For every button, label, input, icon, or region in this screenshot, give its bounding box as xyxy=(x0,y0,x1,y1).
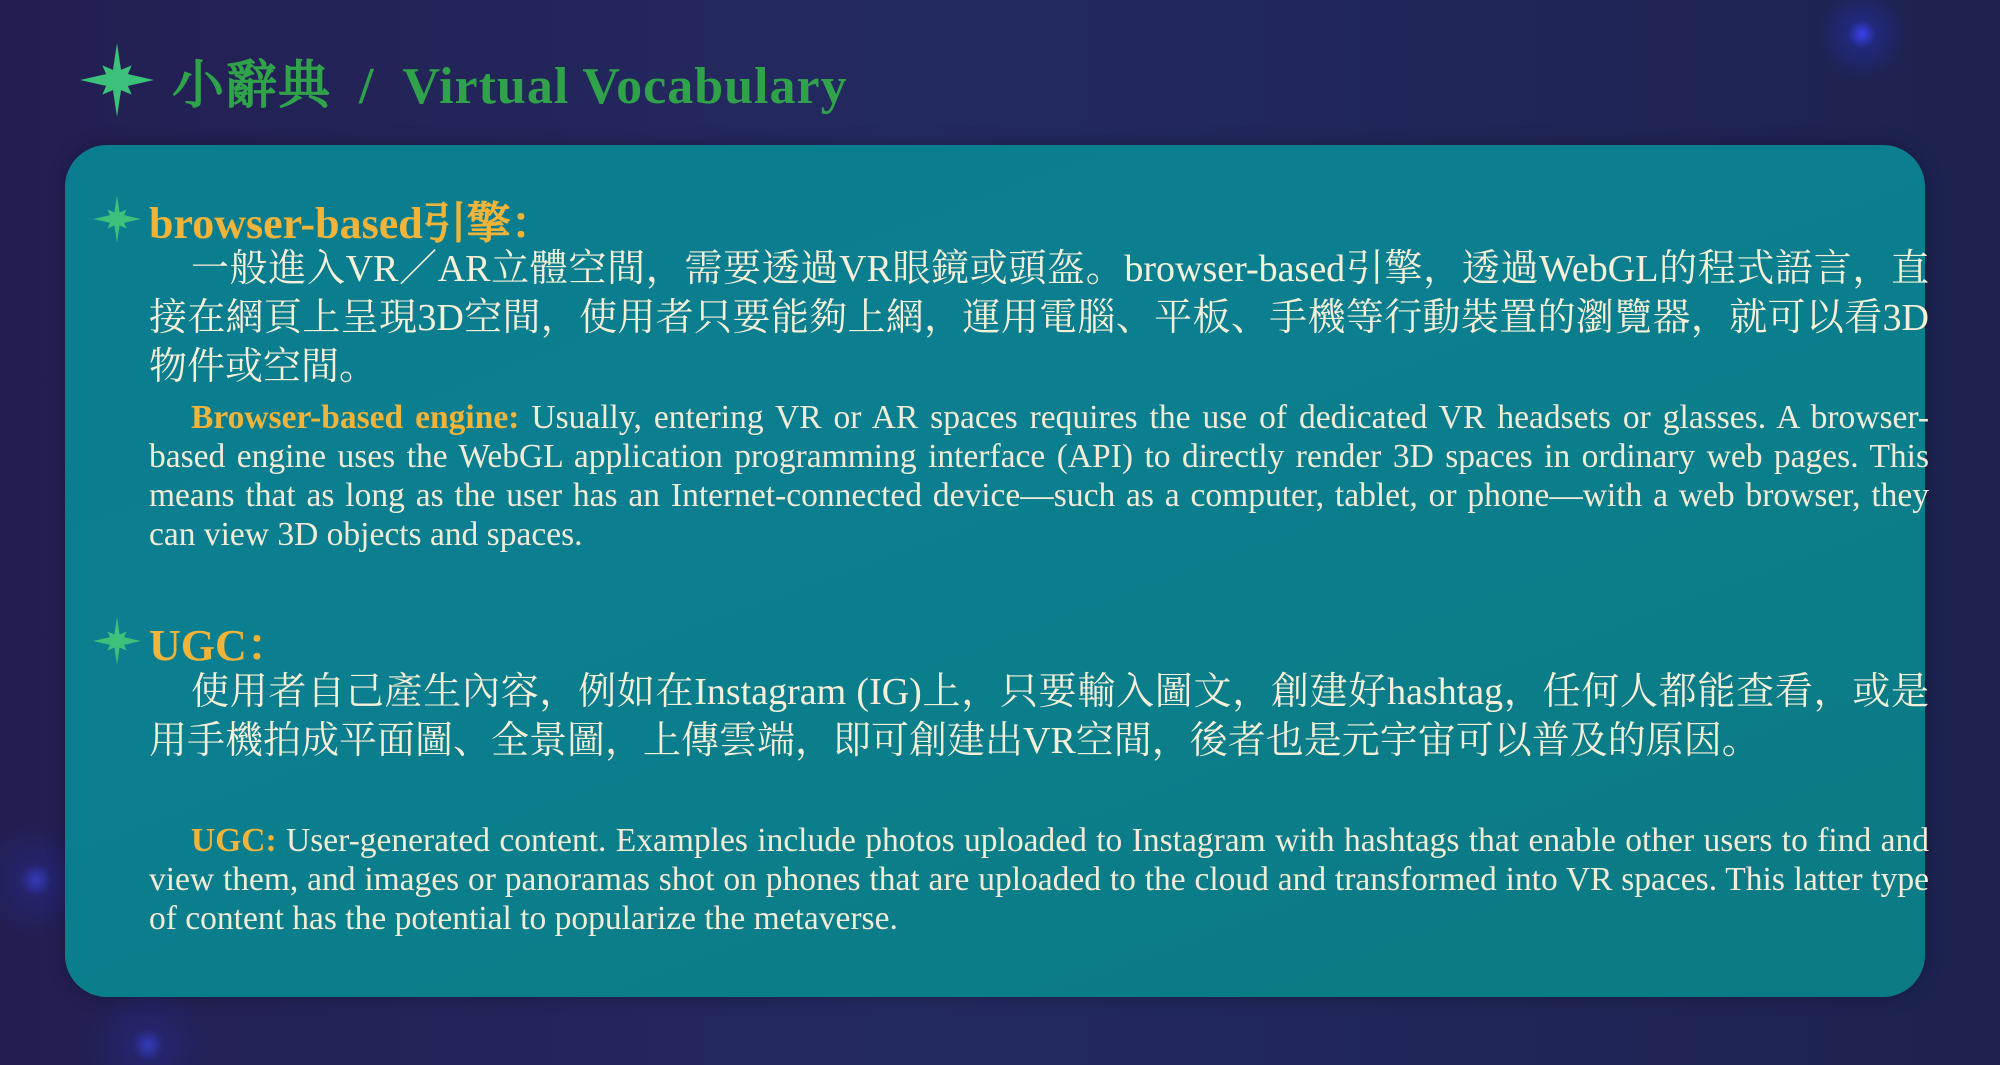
entry-term: browser-based引擎： xyxy=(149,199,555,248)
entry-heading xyxy=(93,609,291,673)
sparkle-star-icon xyxy=(93,617,141,665)
entry-heading xyxy=(93,187,555,251)
entry-english-body: Usually, entering VR or AR spaces requires the use of dedicated VR headsets or glasses. A browser-based engine uses the WebGL application programming interface (API) to directly render 3D spaces in ordinary web pages. This means that as long as the user has an Internet-connected device—such as a computer, tablet, or phone—with a web browser, they can view 3D objects and spaces. xyxy=(149,399,1929,553)
sparkle-star-icon xyxy=(93,195,141,243)
entry-english-term: UGC: xyxy=(191,822,277,859)
entry-english-definition xyxy=(149,398,1929,554)
entry-term: UGC： xyxy=(149,621,291,670)
page-title: 小辭典 / Virtual Vocabulary xyxy=(172,57,848,115)
entry-english-body: User-generated content. Examples include photos uploaded to Instagram with hashtags that enable other users to find and view them, and images or panoramas shot on phones that are uploaded to the cloud and transformed into VR spaces. This latter type of content has the potential to popularize the metaverse. xyxy=(149,822,1929,937)
vocabulary-card xyxy=(65,145,1929,997)
entry-english-term: Browser-based engine: xyxy=(191,399,520,436)
entry-chinese-definition: 使用者自己產生內容，例如在Instagram (IG)上，只要輸入圖文，創建好hashtag，任何人都能查看，或是用手機拍成平面圖、全景圖，上傳雲端，即可創建出VR空間，後者也是元宇宙可以普及的原因。 xyxy=(149,671,1929,762)
sparkle-star-icon xyxy=(80,43,154,117)
entry-chinese-definition: 一般進入VR／AR立體空間，需要透過VR眼鏡或頭盔。browser-based引擎，透過WebGL的程式語言，直接在網頁上呈現3D空間，使用者只要能夠上網，運用電腦、平板、手機等行動裝置的瀏覽器，就可以看3D物件或空間。 xyxy=(149,248,1929,388)
entry-english-definition xyxy=(149,821,1929,938)
page-header xyxy=(80,40,848,120)
